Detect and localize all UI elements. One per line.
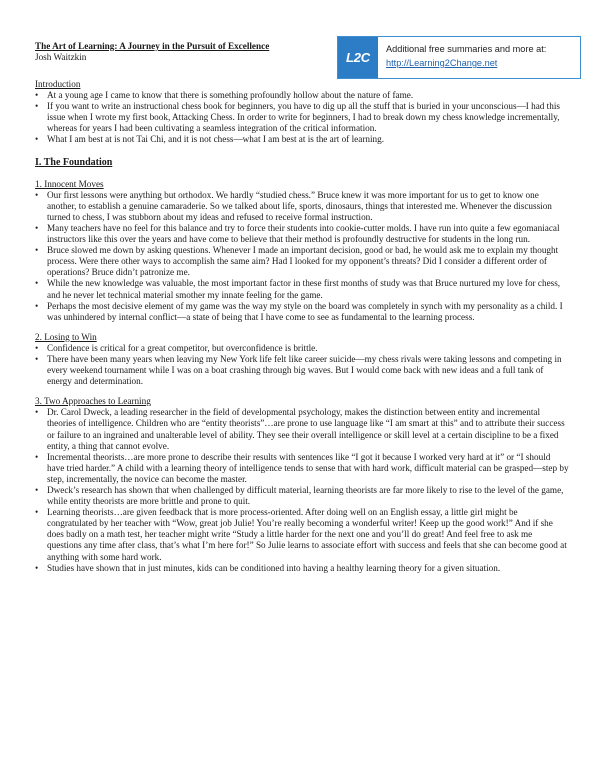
promo-box: [337, 36, 581, 79]
promo-text: Additional free summaries and more at:: [386, 44, 547, 54]
document-author: Josh Waitzkin: [35, 52, 87, 62]
section-heading-introduction: Introduction: [35, 79, 81, 89]
document-header: [35, 41, 345, 63]
list-item: • There have been many years when leaving my New York life felt like career suicide—my chess rivals were taking lessons and competing in every weekend tournament while I was on a boat crashing through big waves. But I would come back with new ideas and a full tank of energy and determination.: [35, 353, 562, 387]
list-item: • Dweck’s research has shown that when challenged by difficult material, learning theorists are far more likely to rise to the level of the game, while entity theorists are more brittle and prone to quit.: [35, 485, 564, 507]
document-body: [35, 79, 569, 574]
list-item: • Bruce slowed me down by asking questions. Whenever I made an important decision, good or bad, he would ask me to explain my thought process. Were there other ways to accomplish the same aim? Had I looked for my opponent’s threats? Did I consider a different order of operations? Bruce didn’t patronize me.: [35, 245, 559, 278]
list-item: • Confidence is critical for a great competitor, but overconfidence is brittle.: [35, 342, 318, 353]
list-item: • Dr. Carol Dweck, a leading researcher in the field of developmental psychology, makes the distinction between entity and incremental theories of intelligence. Children who are “entity theorists”…are prone to use language like “I am smart at this” and to attribute their success or failure to an ingrained and unalterable level of ability. They see their overall intelligence or skill level at a certain discipline to be a fixed entity, a thing that cannot evolve.: [35, 407, 565, 451]
list-item: • Many teachers have no feel for this balance and try to force their students into cookie-cutter molds. I have run into quite a few egomaniacal instructors like this over the years and have come to believe that their method is profoundly destructive for students in the long run.: [35, 222, 560, 245]
promo-link[interactable]: http://Learning2Change.net: [386, 58, 498, 68]
list-item: • Incremental theorists…are more prone to describe their results with sentences like “I got it because I worked very hard at it” or “I should have tried harder.” A child with a learning theory of intelligence tends to sense that with hard work, difficult material can be grasped—step by step, incrementally, the novice can become the master.: [35, 451, 569, 484]
section-heading-losing-to-win: 2. Losing to Win: [35, 331, 97, 342]
part-heading: I. The Foundation: [35, 156, 113, 168]
introduction-list: [35, 90, 569, 145]
document-title: The Art of Learning: A Journey in the Pursuit of Excellence: [35, 41, 270, 51]
list-item: • Our first lessons were anything but orthodox. We hardly “studied chess.” Bruce knew it was more important for us to get to know one another, to establish a genuine camaraderie. So we talked about life, sports, dinosaurs, things that interested me. Whenever the discussion turned to chess, I was stubborn about my ideas and refused to receive formal instruction.: [35, 189, 552, 222]
l2c-logo: L2C: [338, 37, 378, 78]
innocent-moves-list: [35, 190, 569, 323]
two-approaches-list: [35, 407, 569, 573]
list-item: • If you want to write an instructional chess book for beginners, you have to dig up all the stuff that is buried in your unconscious—I had this issue when I wrote my first book, Attacking Chess. In order to write for beginners, I had to break down my chess knowledge incrementally, whereas for years I had been cultivating a seamless integration of the critical information.: [35, 101, 560, 134]
list-item: • Perhaps the most decisive element of my game was the way my style on the board was completely in synch with my personality as a child. I was unhindered by internal conflict—a state of being that I have come to see as fundamental to the learning process.: [35, 300, 563, 322]
list-item: • What I am best at is not Tai Chi, and it is not chess—what I am best at is the art of learning.: [35, 134, 385, 145]
list-item: • Learning theorists…are given feedback that is more process-oriented. After doing well on an English essay, a little girl might be congratulated by her teacher with “Wow, great job Julie! You’re really becoming a wonderful writer! Keep up the good work!” And if she does badly on a math test, her teacher might write “Study a little harder for the next one and you’ll do great! And feel free to ask me questions any time after class, that’s what I’m here for!” So Julie learns to associate effort with success and feels that she can become good at anything with some hard work.: [35, 507, 567, 562]
list-item: • Studies have shown that in just minutes, kids can be conditioned into having a healthy learning theory for a given situation.: [35, 562, 501, 573]
section-heading-innocent-moves: 1. Innocent Moves: [35, 178, 104, 189]
section-heading-two-approaches: 3. Two Approaches to Learning: [35, 396, 151, 407]
list-item: • At a young age I came to know that there is something profoundly hollow about the nature of fame.: [35, 90, 414, 101]
losing-to-win-list: [35, 343, 569, 387]
list-item: • While the new knowledge was valuable, the most important factor in these first months of study was that Bruce nurtured my love for chess, and he never let technical material smother my innate feeling for the game.: [35, 278, 561, 300]
